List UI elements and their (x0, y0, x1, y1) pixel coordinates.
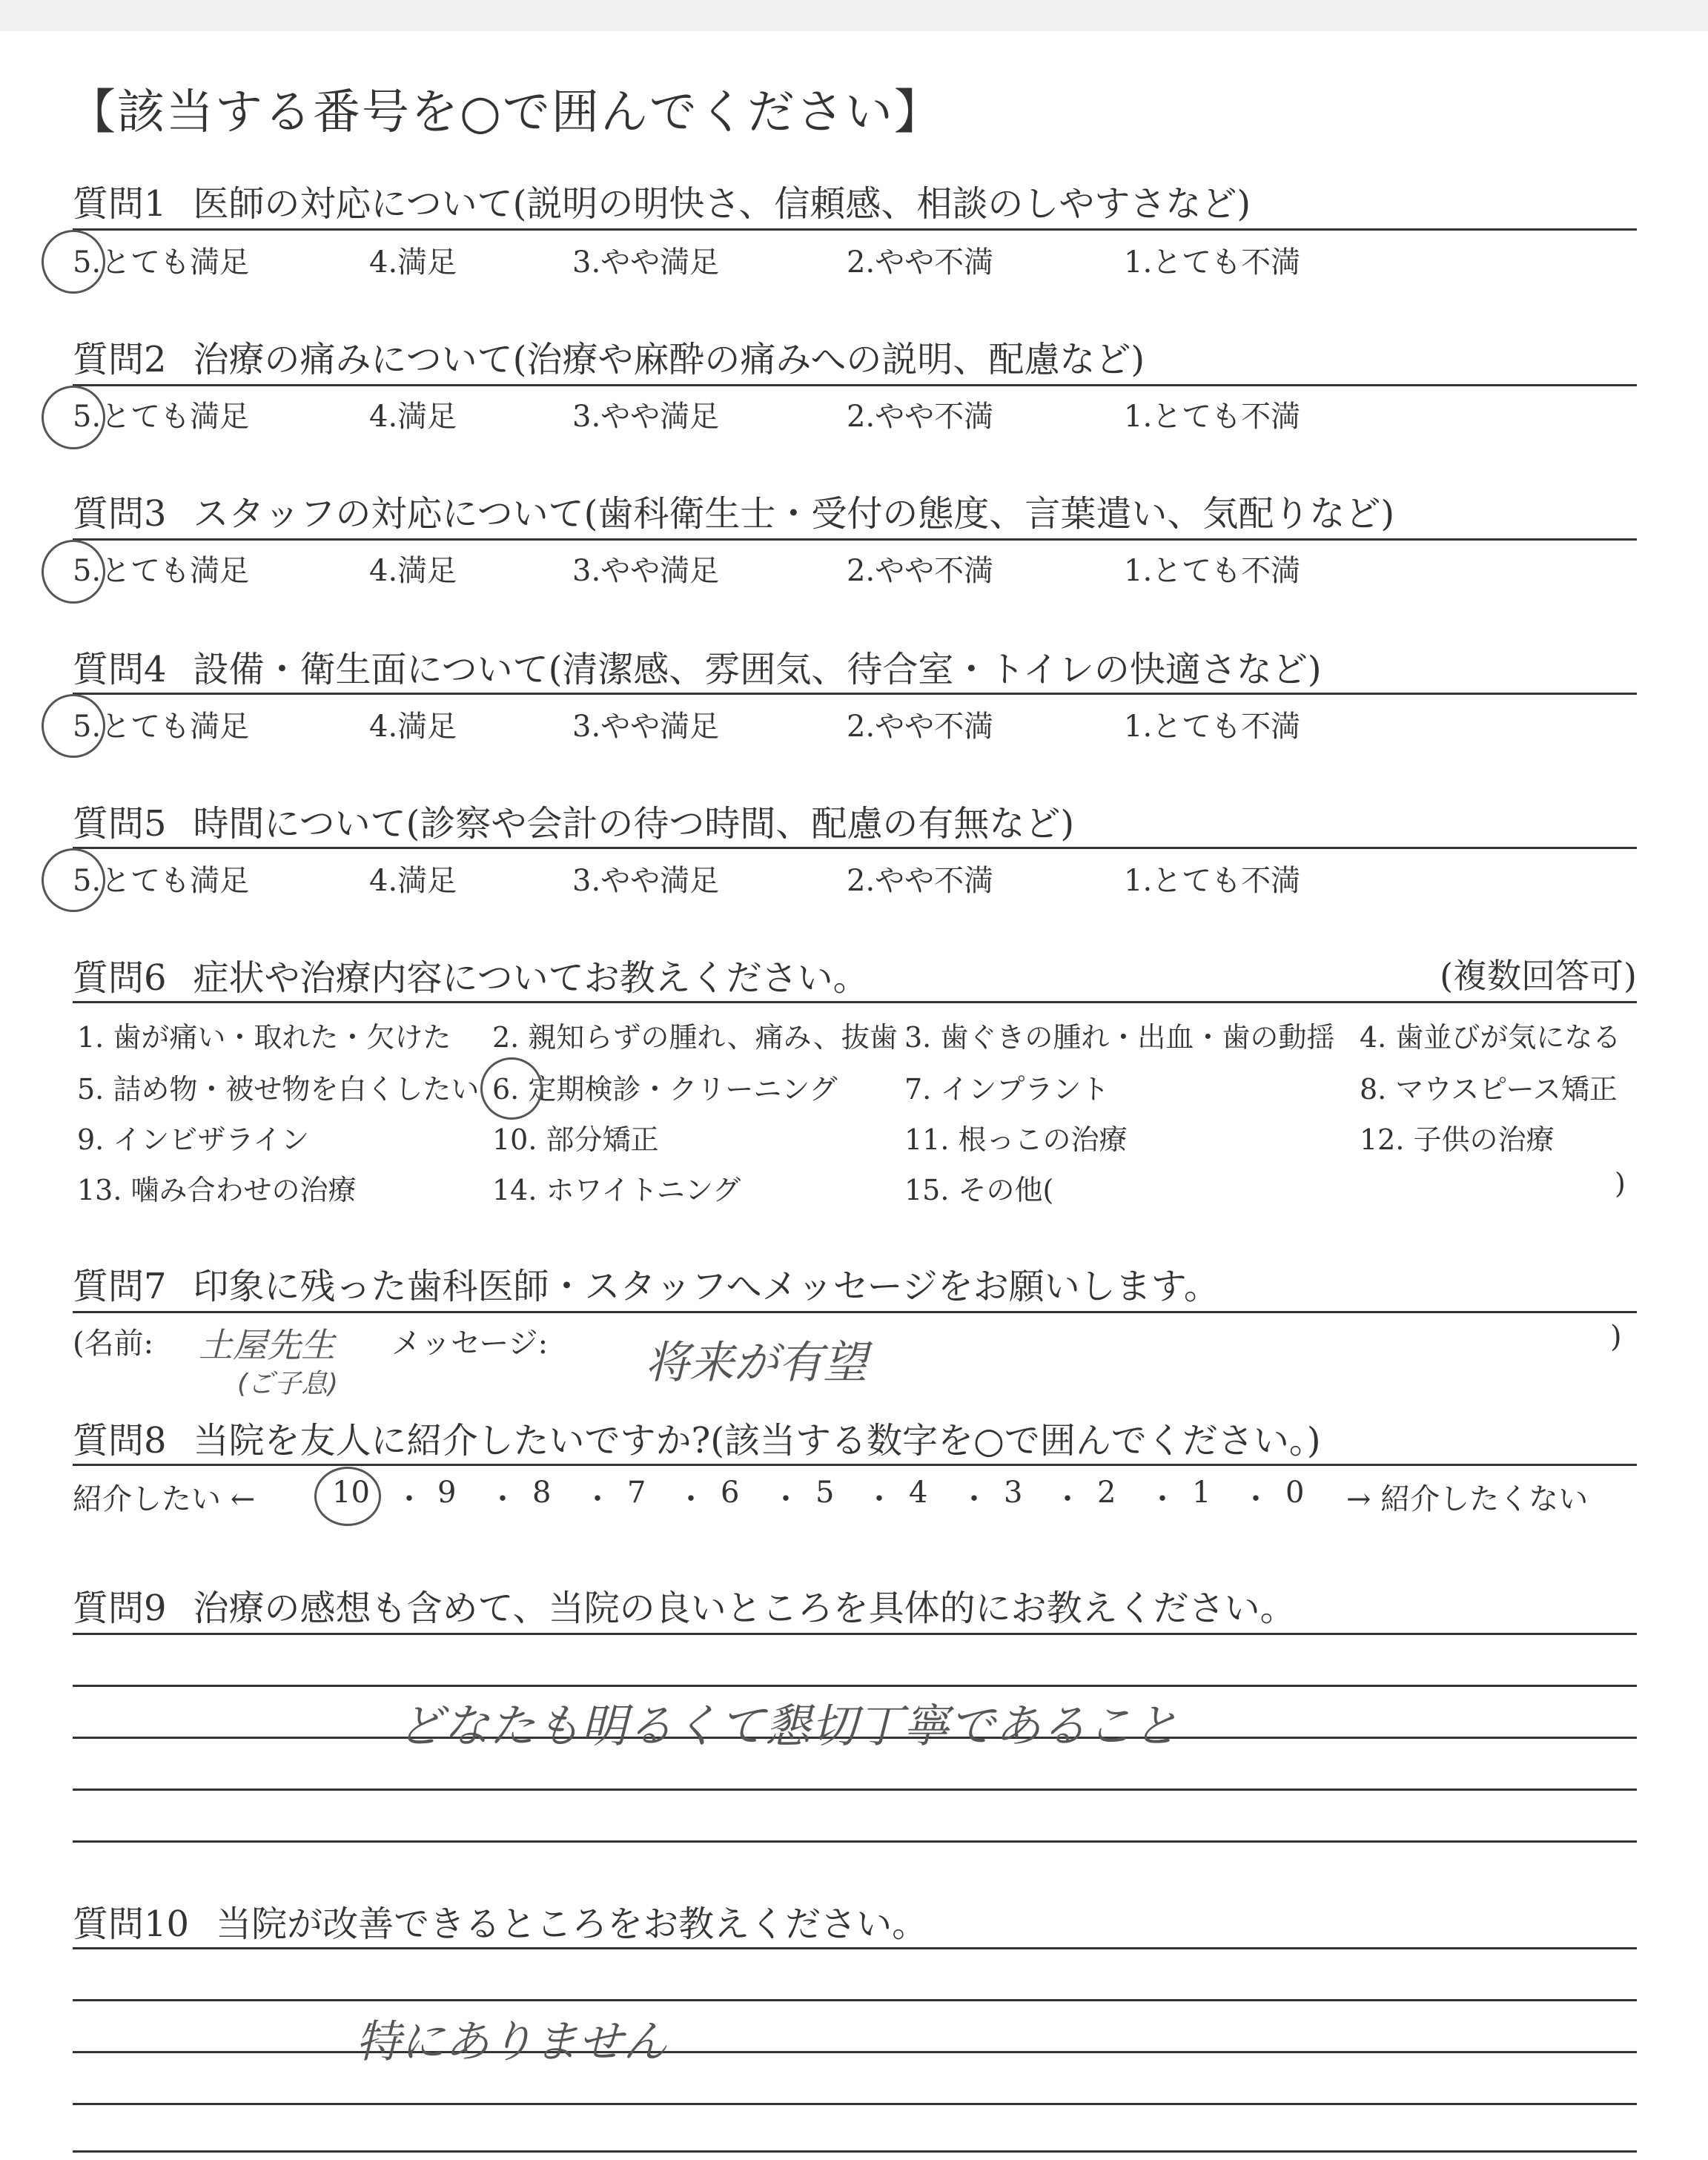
question-number: 質問4 (73, 649, 167, 690)
scale-number-9[interactable]: 9 (437, 1476, 457, 1510)
question-number: 質問2 (73, 339, 167, 380)
q6-option[interactable]: 9. インビザライン (77, 1123, 310, 1156)
hand-circle-mark (42, 386, 105, 449)
handwritten-answer: どなたも明るくて懇切丁寧であること (397, 1699, 1179, 1753)
scale-number-5[interactable]: 5 (815, 1476, 835, 1510)
question-rule (73, 693, 1637, 695)
message-label: メッセージ: (391, 1327, 549, 1361)
question-rule (73, 228, 1637, 231)
answer-line (73, 1789, 1637, 1791)
hand-circle-mark (42, 848, 105, 912)
q6-option[interactable]: 7. インプラント (904, 1073, 1110, 1106)
rating-option-4[interactable]: 4.満足 (369, 710, 457, 744)
question-number: 質問6 (73, 957, 167, 999)
question-rule (73, 1001, 1637, 1003)
scale-dot: ・ (771, 1482, 801, 1516)
scale-number-7[interactable]: 7 (627, 1476, 646, 1510)
scale-number-10[interactable]: 10 (332, 1476, 370, 1510)
scale-dot: ・ (1148, 1482, 1177, 1516)
answer-line (73, 1840, 1637, 1843)
scale-dot: ・ (488, 1482, 517, 1516)
answer-line (73, 2150, 1637, 2153)
rating-option-4[interactable]: 4.満足 (369, 554, 457, 588)
question-text: 症状や治療内容についてお教えください。 (193, 957, 869, 999)
question-rule (73, 847, 1637, 849)
rating-option-3[interactable]: 3.やや満足 (572, 710, 720, 744)
scale-dot: ・ (583, 1482, 612, 1516)
handwritten-name: 土屋先生 (199, 1325, 335, 1365)
rating-option-5[interactable]: 5.とても満足 (73, 864, 250, 898)
question-5 (73, 795, 1074, 846)
q6-option[interactable]: 2. 親知らずの腫れ、痛み、抜歯 (492, 1021, 898, 1054)
question-text: スタッフの対応について(歯科衛生士・受付の態度、言葉遣い、気配りなど) (193, 493, 1395, 535)
question-8 (73, 1412, 1321, 1463)
rating-option-5[interactable]: 5.とても満足 (73, 245, 250, 280)
question-2 (73, 331, 1145, 382)
message-close: ) (1610, 1320, 1622, 1354)
scale-dot: ・ (394, 1482, 424, 1516)
q6-option[interactable]: 10. 部分矯正 (492, 1123, 659, 1156)
rating-option-3[interactable]: 3.やや満足 (572, 554, 720, 588)
rating-option-4[interactable]: 4.満足 (369, 864, 457, 898)
answer-line (73, 1685, 1637, 1687)
scale-number-4[interactable]: 4 (909, 1476, 928, 1510)
q6-option[interactable]: 3. 歯ぐきの腫れ・出血・歯の動揺 (904, 1021, 1335, 1054)
question-number: 質問1 (73, 183, 167, 225)
q6-option[interactable]: 12. 子供の治療 (1360, 1123, 1555, 1156)
hand-circle-mark (42, 230, 105, 294)
question-text: 当院が改善できるところをお教えください。 (216, 1903, 928, 1945)
question-1 (73, 175, 1251, 226)
rating-option-4[interactable]: 4.満足 (369, 245, 457, 280)
rating-option-3[interactable]: 3.やや満足 (572, 400, 720, 434)
rating-option-2[interactable]: 2.やや不満 (847, 245, 994, 280)
handwritten-answer: 特にありません (356, 2016, 667, 2068)
q6-option[interactable]: 4. 歯並びが気になる (1360, 1021, 1621, 1054)
scale-dot: ・ (959, 1482, 989, 1516)
q6-option[interactable]: 6. 定期検診・クリーニング (492, 1073, 838, 1106)
rating-option-3[interactable]: 3.やや満足 (572, 245, 720, 280)
rating-option-1[interactable]: 1.とても不満 (1124, 864, 1301, 898)
question-6 (73, 949, 869, 1000)
question-10 (73, 1895, 927, 1946)
multiple-answers-note: (複数回答可) (1440, 956, 1637, 996)
answer-line (73, 1999, 1637, 2001)
rating-option-5[interactable]: 5.とても満足 (73, 710, 250, 744)
hand-circle-mark (42, 540, 105, 604)
scale-dot: ・ (1053, 1482, 1082, 1516)
question-text: 当院を友人に紹介したいですか?(該当する数字を○で囲んでください。) (193, 1420, 1321, 1462)
question-text: 治療の感想も含めて、当院の良いところを具体的にお教えください。 (193, 1588, 1296, 1629)
scale-dot: ・ (676, 1482, 706, 1516)
rating-option-4[interactable]: 4.満足 (369, 400, 457, 434)
q6-option[interactable]: 13. 噛み合わせの治療 (77, 1174, 357, 1206)
scale-number-2[interactable]: 2 (1097, 1476, 1116, 1510)
question-text: 時間について(診察や会計の待つ時間、配慮の有無など) (193, 803, 1075, 845)
rating-option-2[interactable]: 2.やや不満 (847, 400, 994, 434)
answer-line (73, 1633, 1637, 1635)
question-7 (73, 1258, 1219, 1309)
q6-option[interactable]: 1. 歯が痛い・取れた・欠けた (77, 1021, 451, 1054)
question-number: 質問7 (73, 1266, 167, 1307)
handwritten-message: 将来が有望 (645, 1337, 867, 1389)
question-9 (73, 1579, 1296, 1631)
rating-option-1[interactable]: 1.とても不満 (1124, 710, 1301, 744)
scale-left-label: 紹介したい ← (73, 1482, 256, 1516)
question-3 (73, 485, 1394, 536)
answer-line (73, 1947, 1637, 1949)
question-text: 印象に残った歯科医師・スタッフへメッセージをお願いします。 (193, 1266, 1219, 1307)
rating-option-2[interactable]: 2.やや不満 (847, 864, 994, 898)
q6-option[interactable]: 14. ホワイトニング (492, 1174, 741, 1206)
rating-option-2[interactable]: 2.やや不満 (847, 554, 994, 588)
hand-circle-mark (314, 1467, 381, 1526)
question-rule (73, 384, 1637, 386)
scale-number-6[interactable]: 6 (721, 1476, 740, 1510)
scale-dot: ・ (1241, 1482, 1271, 1516)
rating-option-1[interactable]: 1.とても不満 (1124, 554, 1301, 588)
question-number: 質問10 (73, 1903, 190, 1945)
rating-option-1[interactable]: 1.とても不満 (1124, 245, 1301, 280)
q6-option[interactable]: 8. マウスピース矯正 (1360, 1073, 1618, 1106)
q6-option[interactable]: 11. 根っこの治療 (904, 1123, 1128, 1156)
question-4 (73, 641, 1322, 692)
question-rule (73, 1311, 1637, 1313)
answer-line (73, 2051, 1637, 2053)
scale-dot: ・ (864, 1482, 894, 1516)
question-number: 質問8 (73, 1420, 167, 1462)
scale-number-8[interactable]: 8 (532, 1476, 552, 1510)
scale-number-1[interactable]: 1 (1192, 1476, 1211, 1510)
question-number: 質問5 (73, 803, 167, 845)
question-rule (73, 1464, 1637, 1466)
question-number: 質問9 (73, 1588, 167, 1629)
scale-right-label: → 紹介したくない (1346, 1482, 1589, 1516)
scale-number-3[interactable]: 3 (1004, 1476, 1023, 1510)
hand-circle-mark (480, 1057, 543, 1120)
question-text: 治療の痛みについて(治療や麻酔の痛みへの説明、配慮など) (193, 339, 1145, 380)
scale-number-0[interactable]: 0 (1285, 1476, 1305, 1510)
q6-other-close: ) (1615, 1167, 1626, 1200)
question-text: 医師の対応について(説明の明快さ、信頼感、相談のしやすさなど) (193, 183, 1251, 225)
name-label: (名前: (73, 1327, 154, 1361)
rating-option-1[interactable]: 1.とても不満 (1124, 400, 1301, 434)
question-rule (73, 538, 1637, 541)
rating-option-5[interactable]: 5.とても満足 (73, 400, 250, 434)
rating-option-5[interactable]: 5.とても満足 (73, 554, 250, 588)
q6-option[interactable]: 5. 詰め物・被せ物を白くしたい (77, 1073, 480, 1106)
handwritten-name-note: (ご子息) (237, 1369, 339, 1399)
hand-circle-mark (42, 694, 105, 758)
question-number: 質問3 (73, 493, 167, 535)
page-title: 【該当する番号を○で囲んでください】 (68, 85, 943, 140)
answer-line (73, 2103, 1637, 2105)
q6-option[interactable]: 15. その他( (904, 1174, 1054, 1206)
rating-option-2[interactable]: 2.やや不満 (847, 710, 994, 744)
question-text: 設備・衛生面について(清潔感、雰囲気、待合室・トイレの快適さなど) (193, 649, 1322, 690)
rating-option-3[interactable]: 3.やや満足 (572, 864, 720, 898)
